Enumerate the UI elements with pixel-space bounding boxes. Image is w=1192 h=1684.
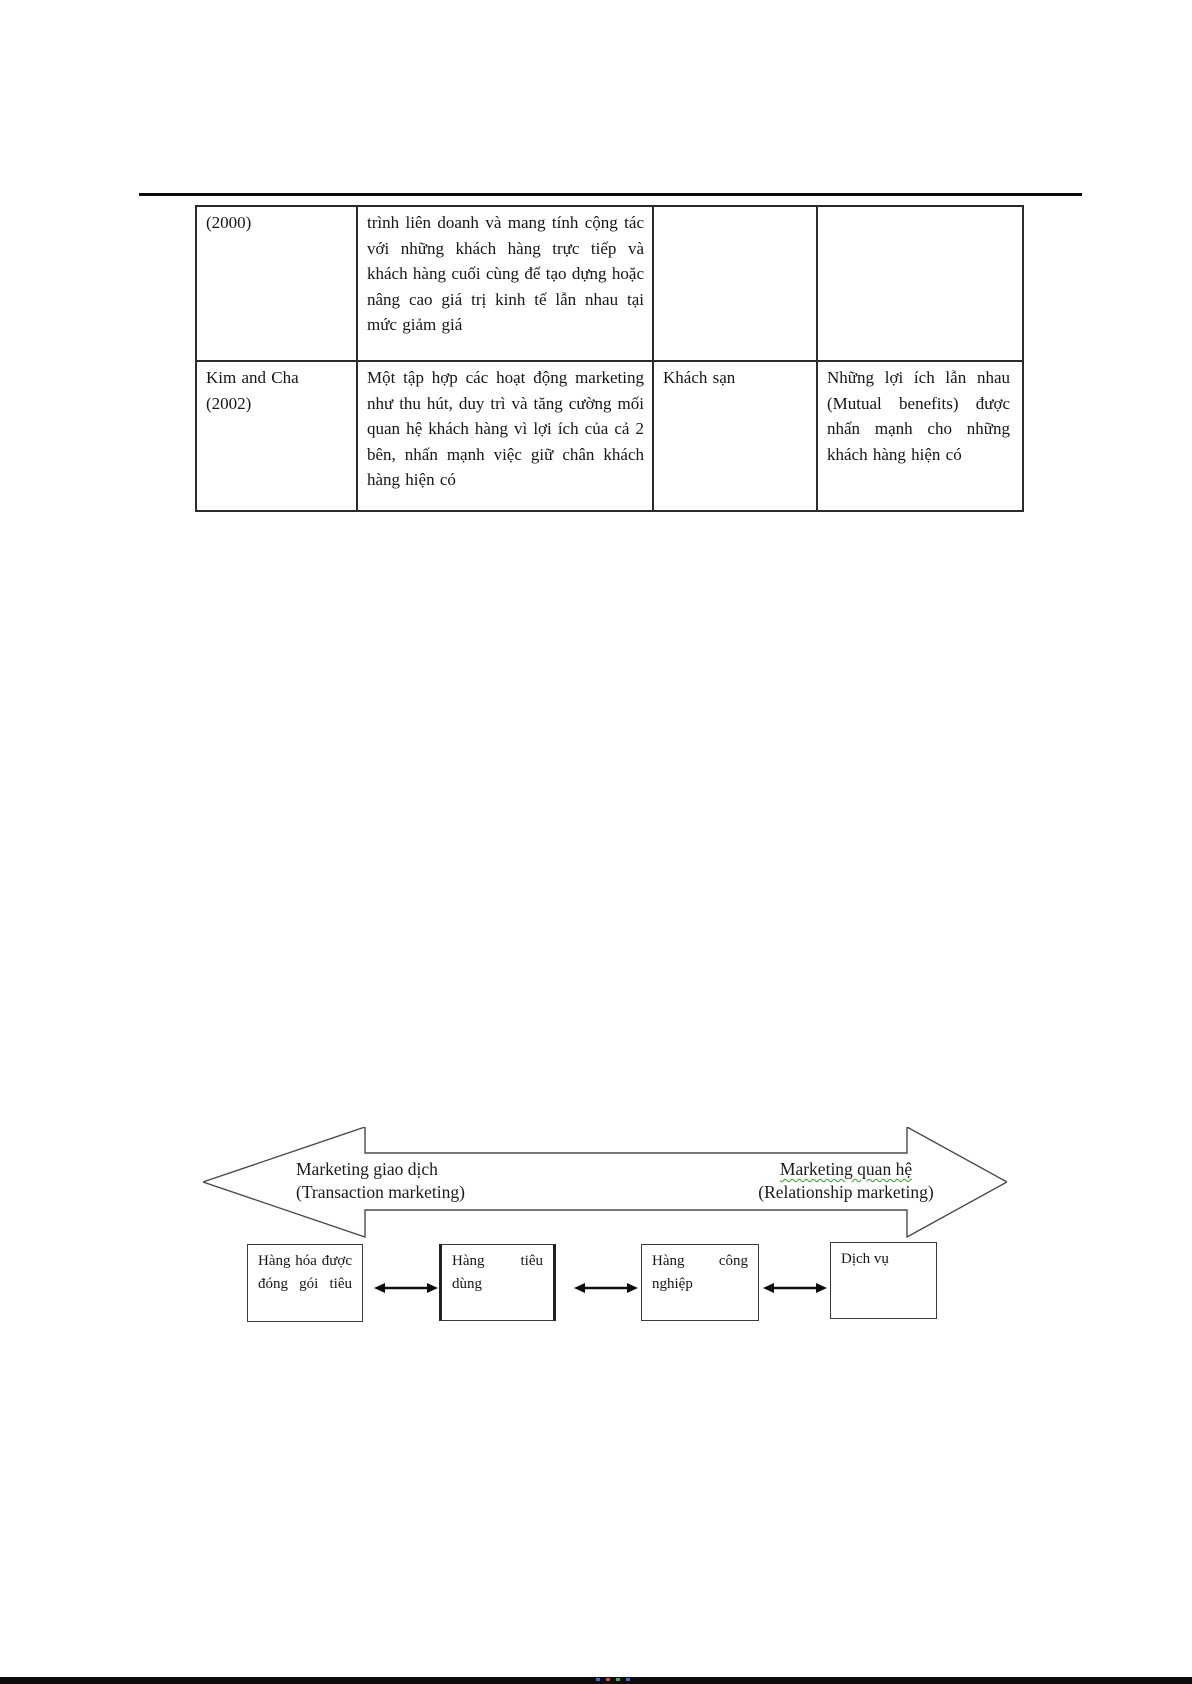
- definition-cell: Một tập hợp các hoạt động marketing như thu hút, duy trì và tăng cường mối quan hệ khách hàng vì lợi ích của cả 2 bên, nhấn mạnh việc giữ chân khách hàng hiện có: [357, 361, 653, 511]
- context-cell: [653, 206, 817, 361]
- relationship-marketing-label: [731, 1158, 961, 1204]
- double-arrow-icon: [763, 1280, 827, 1296]
- label-line: (Transaction marketing): [296, 1182, 465, 1202]
- label-line: Marketing giao dịch: [296, 1159, 438, 1179]
- scan-artifact-dots: [596, 1678, 630, 1681]
- label-line: Marketing quan hệ: [779, 1159, 913, 1179]
- transaction-marketing-label: [296, 1158, 465, 1204]
- page-break-rule: [139, 193, 1082, 196]
- author-cell: (2000): [196, 206, 357, 361]
- double-arrow-icon: [374, 1280, 438, 1296]
- literature-review-table: [195, 205, 1024, 512]
- double-arrow-icon: [574, 1280, 638, 1296]
- context-cell: Khách sạn: [653, 361, 817, 511]
- definition-cell: trình liên doanh và mang tính cộng tác với những khách hàng trực tiếp và khách hàng cuối cùng để tạo dựng hoặc nâng cao giá trị kinh tế lẫn nhau tại mức giảm giá: [357, 206, 653, 361]
- note-cell: Những lợi ích lẫn nhau (Mutual benefits) được nhấn mạnh cho những khách hàng hiện có: [817, 361, 1023, 511]
- author-cell: Kim and Cha (2002): [196, 361, 357, 511]
- table-row: [196, 206, 1023, 361]
- label-line: (Relationship marketing): [758, 1182, 934, 1202]
- category-box-packaged-goods: Hàng hóa được đóng gói tiêu: [247, 1244, 363, 1322]
- table-row: [196, 361, 1023, 511]
- category-box-consumer-goods: Hàng tiêu dùng: [439, 1244, 556, 1321]
- category-box-industrial-goods: Hàng công nghiệp: [641, 1244, 759, 1321]
- note-cell: [817, 206, 1023, 361]
- category-box-services: Dịch vụ: [830, 1242, 937, 1319]
